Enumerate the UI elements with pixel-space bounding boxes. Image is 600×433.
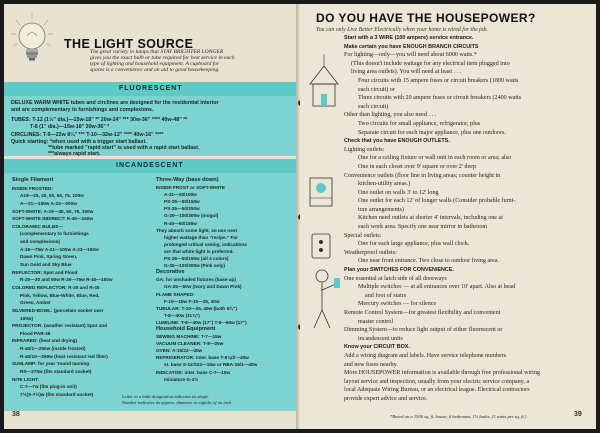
spec-line: A-19—75w A-21—100w A-23—150w <box>20 246 99 252</box>
spec-line: R-40—50/150w <box>164 220 197 226</box>
spec-line: (complementary to furnishings <box>20 231 89 237</box>
spec-line: REFRIGERATOR: inter. base T-6⅛/Z—40w <box>156 355 249 361</box>
spec-line: Decorative <box>156 269 185 276</box>
checklist-line: Kitchen need outlets at shorter 4' intervals, including one at <box>358 215 503 222</box>
checklist-line: living area outlets). You will need at least . . . <box>351 69 462 76</box>
fluor-line: **tube marked "rapid start" is used with a rapid start ballast. <box>48 145 200 151</box>
spec-line: INFRARED: (heat and drying) <box>12 338 78 344</box>
fluorescent-band <box>4 82 298 96</box>
spec-line: SUNLAMP: for year 'round tanning <box>12 361 90 367</box>
checklist-line: Mercury switches — for silence <box>358 301 437 308</box>
checklist-line: Weatherproof outlets: <box>344 249 397 256</box>
spec-line: 100w) <box>20 315 34 321</box>
fluor-line: Quick starting: *when used with a trigger start ballast. <box>11 139 147 145</box>
spec-line: F-10—15w F-15—25, 40w <box>164 298 220 304</box>
checklist-line: One outlet on walls 3' to 12' long <box>358 189 439 196</box>
spec-line: NITE LIGHT: <box>12 376 40 382</box>
spec-line: SEWING MACHINE: T-7—15w <box>156 334 222 340</box>
spec-line: LUMILINE: T-8—40w (17") T-8—60w (17") <box>156 319 247 325</box>
spec-line: R-40/10—250w (heat resistant red filter) <box>20 353 108 359</box>
fluor-line: CIRCLINES: T-9—22w 8¼" *** T-10—32w-12" **** 40w-16" **** <box>11 132 164 138</box>
spec-line: T-8—40w (11⅞") <box>164 312 200 318</box>
spec-line: 7½(S-7½)w (fits standard socket) <box>20 391 94 397</box>
incandescent-col-2 <box>156 177 294 383</box>
spec-line: Three-Way (base down) <box>156 177 219 183</box>
checklist-line: Two circuits for small appliance, refrigerator, plus <box>358 120 481 127</box>
outdoor-outlet-illustration <box>308 230 336 264</box>
intro-line: spares is a convenience and an aid to good housekeeping. <box>90 67 220 73</box>
spec-line: Pink, Yellow, Blue-White, Blue, Red, <box>20 292 100 298</box>
spec-line: Green, Amber <box>20 300 51 306</box>
checklist-line: Other than lighting, you also need . . . <box>344 112 437 119</box>
spec-line: GA: for unshaded fixtures (base up) <box>156 277 236 283</box>
checklist-line: One in each closet over 9' square or over 2' deep <box>358 163 476 170</box>
spec-line: are that white light is preferred. <box>164 248 234 254</box>
fluor-line: DELUXE WARM WHITE tubes and circlines are designed for the residential interior <box>11 100 219 106</box>
checklist-line: layout service and inspection, usually from your electric service company, a <box>344 378 530 385</box>
checklist-line: Multiple switches — at all entrances over 10' apart. Also at head <box>358 284 516 291</box>
checklist-line: Special outlets: <box>344 232 382 239</box>
spec-line: COLORAMIC BULBS— <box>12 223 64 229</box>
switch-figure-illustration <box>304 266 344 336</box>
spec-line: INDICATOR: inter. base C-7—10w <box>156 369 231 375</box>
spec-line: PROJECTOR: (weather resistant) Spot and <box>12 323 107 329</box>
spec-line: prolonged critical seeing, indications <box>164 241 247 247</box>
intro-line: The great variety in lamps that STAY BRIGHTER LONGER <box>90 49 224 55</box>
spec-line: A19—25, 40, 50, 60, 75, 100w <box>20 193 84 199</box>
intro-line: gives you the exact bulb or tube required for best service in each <box>90 55 235 61</box>
checklist-line: Lighting outlets: <box>344 146 385 153</box>
spec-line: A-21—30/100w <box>164 192 197 198</box>
page-title: DO YOU HAVE THE HOUSEPOWER? <box>316 11 536 25</box>
checklist-line: provide expert advice and service. <box>344 395 428 402</box>
checklist-line: Remote Control System—for greatest flexibility and convenient <box>344 310 501 316</box>
checklist-line: Separate circuit for each major appliance, plus one outdoors. <box>358 129 506 136</box>
checklist-heading: Know your CIRCUIT BOX. <box>344 344 410 351</box>
page-subtitle: You can only Live Better Electrically when your home is wired for the job. <box>316 27 488 33</box>
checklist-heading: Make certain you have ENOUGH BRANCH CIRCUITS <box>344 43 479 50</box>
appliance-illustration <box>306 172 338 212</box>
fluor-line: and are complementary to furnishings and complexions. <box>11 107 154 113</box>
footnote: Number indicates its approx. diameter in eighths of an inch. <box>122 400 233 405</box>
page-number: 39 <box>574 411 582 418</box>
spec-line: INSIDE FROSTED: <box>12 185 53 191</box>
checklist-line: master control <box>358 318 394 325</box>
spec-line: and complexions) <box>20 239 60 245</box>
housepower-checklist <box>344 34 594 404</box>
right-page <box>300 4 596 429</box>
checklist-line: kitchen-utility areas.) <box>358 181 411 188</box>
light-bulb-icon <box>10 12 54 72</box>
checklist-line: (This doesn't include wattage for any electrical item plugged into <box>351 60 510 67</box>
checklist-line: One for a ceiling fixture or wall unit in each room or area; also <box>358 155 512 162</box>
checklist-line: Dimming System—to reduce light output of either fluorescent or <box>344 327 503 334</box>
spec-line: Sun Gold and Sky Blue <box>20 262 72 268</box>
booklet-spread <box>4 4 596 429</box>
spec-line: Single Filament <box>12 177 54 183</box>
spec-line: They absorb some light, so use next <box>156 227 238 233</box>
spec-line: R-20—30 and 50w R-30—75w R-40—150w <box>20 277 113 283</box>
spec-line: TUBULAR: T-10—25, 40w (both 5¾") <box>156 305 237 311</box>
left-page <box>4 4 298 429</box>
spec-line: C-7—7w (fits plug-in unit) <box>20 384 77 390</box>
spec-line: Dawn Pink, Spring Green, <box>20 254 78 260</box>
spec-line: COLORED REFLECTOR: R-30 and R-40 <box>12 284 100 290</box>
section-label: INCANDESCENT <box>116 162 184 169</box>
spec-line: GA-25—50w (Ivory and Dawn Pink) <box>164 284 242 290</box>
checklist-line: One essential at latch side of all doorways <box>344 275 447 282</box>
fluor-line: T-8 (1" dia.)—15w-18" 30w-36" * <box>30 124 110 130</box>
spec-line: R-40/1—250w (inside frosted) <box>20 346 86 352</box>
footnote: Letter in a bulb designation indicates its shape. <box>122 394 210 399</box>
checklist-line: each circuit) <box>358 103 389 110</box>
spec-line: G-30—100/300w (Pink only) <box>164 263 225 269</box>
spec-line: SOFT-WHITE INDIRECT: R-40—150w <box>12 216 93 222</box>
spec-line: INSIDE FROST or SOFT-WHITE <box>156 185 226 191</box>
checklist-heading: Start with a 3 WIRE (100 ampere) service entrance. <box>344 35 474 41</box>
spec-line: miniature G-3½ <box>164 376 199 382</box>
checklist-heading: Plan your SWITCHES FOR CONVENIENCE. <box>344 267 454 274</box>
spec-line: REFLECTOR: Spot and Flood <box>12 269 78 275</box>
spec-line: SOFT-WHITE: A-19—40, 60, 75, 100w <box>12 208 94 214</box>
checklist-line: One outlet for each 12' of longer walls (Consider probable furni- <box>358 198 516 205</box>
page-number: 38 <box>12 411 20 418</box>
spec-line: PS-25—50/150w <box>164 199 200 205</box>
checklist-line: More HOUSEPOWER information is available through free professional wiring <box>344 370 540 377</box>
incandescent-col-1 <box>12 177 152 399</box>
checklist-line: Four circuits with 15 ampere fuses or circuit breakers (1800 watts <box>358 77 519 84</box>
spec-line: st. base S-11/S22—15w or RBA-15/1—40w <box>164 362 258 368</box>
intro-line: type of lighting and household equipment. A cupboard for <box>90 61 220 67</box>
checklist-line: incandescent units <box>358 335 403 342</box>
checklist-heading: Check that you have ENOUGH OUTLETS. <box>344 138 450 145</box>
footnote: *Based on a 1500 sq. ft. house; 6 bedrooms, 1½ baths. (3 watts per sq. ft.) <box>390 414 527 419</box>
spec-line: Household Equipment <box>156 325 216 332</box>
spec-line: PS-25—50/150w (all 4 colors) <box>164 256 229 262</box>
spec-line: G-30—100/300w (mogul) <box>164 213 219 219</box>
checklist-line: each circuit) or <box>358 86 395 93</box>
checklist-line: local Adequate Wiring Bureau, or an electrical league. Electrical contractors <box>344 387 530 394</box>
checklist-line: and foot of stairs <box>365 292 407 299</box>
checklist-line: Convenience outlets (floor line in living areas; counter height in <box>344 172 501 179</box>
checklist-line: Three circuits with 20 ampere fuses or circuit breakers (2400 watts <box>358 95 522 102</box>
spec-line: OVEN: A-15/22—40w <box>156 348 203 354</box>
spec-line: SILVERED-BOWL: (porcelain socket over <box>12 307 104 313</box>
spec-line: RS—275w (fits standard socket) <box>20 369 92 375</box>
house-wiring-illustration <box>306 54 342 124</box>
fluor-line: ***always rapid start. <box>48 151 101 157</box>
checklist-line: One near front entrance. Two close to outdoor living area. <box>358 258 500 265</box>
incandescent-band <box>4 159 298 173</box>
checklist-line: and new fuses nearby. <box>344 361 398 368</box>
spec-line: PS-25—50/250w <box>164 206 200 212</box>
checklist-line: each work area. Specify one near mirror in bathroom <box>358 224 488 231</box>
spec-line: A—21—150w A-23—200w <box>20 200 77 206</box>
spec-line: VACUUM CLEANER: T-8—25w <box>156 341 224 347</box>
section-label: FLUORESCENT <box>119 85 183 92</box>
checklist-line: Add a wiring diagram and labels. Have service telephone numbers <box>344 352 507 359</box>
spec-line: higher wattage than "recipe." For <box>164 234 238 240</box>
checklist-line: One for each large appliance, plus wall clock. <box>358 241 470 248</box>
checklist-line: For lighting—only—you will need about 6000 watts.* <box>344 52 477 59</box>
spec-line: Flood PAR-38 <box>20 330 51 336</box>
fluor-line: TUBES: T-12 (1½" dia.)—15w-18" ** 20w-24" *** 30w-36" **** 40w-48" ** <box>11 117 188 123</box>
page-title: THE LIGHT SOURCE <box>64 37 194 51</box>
spec-line: FLAME SHAPED: <box>156 291 195 297</box>
checklist-line: ture arrangements) <box>358 206 404 213</box>
